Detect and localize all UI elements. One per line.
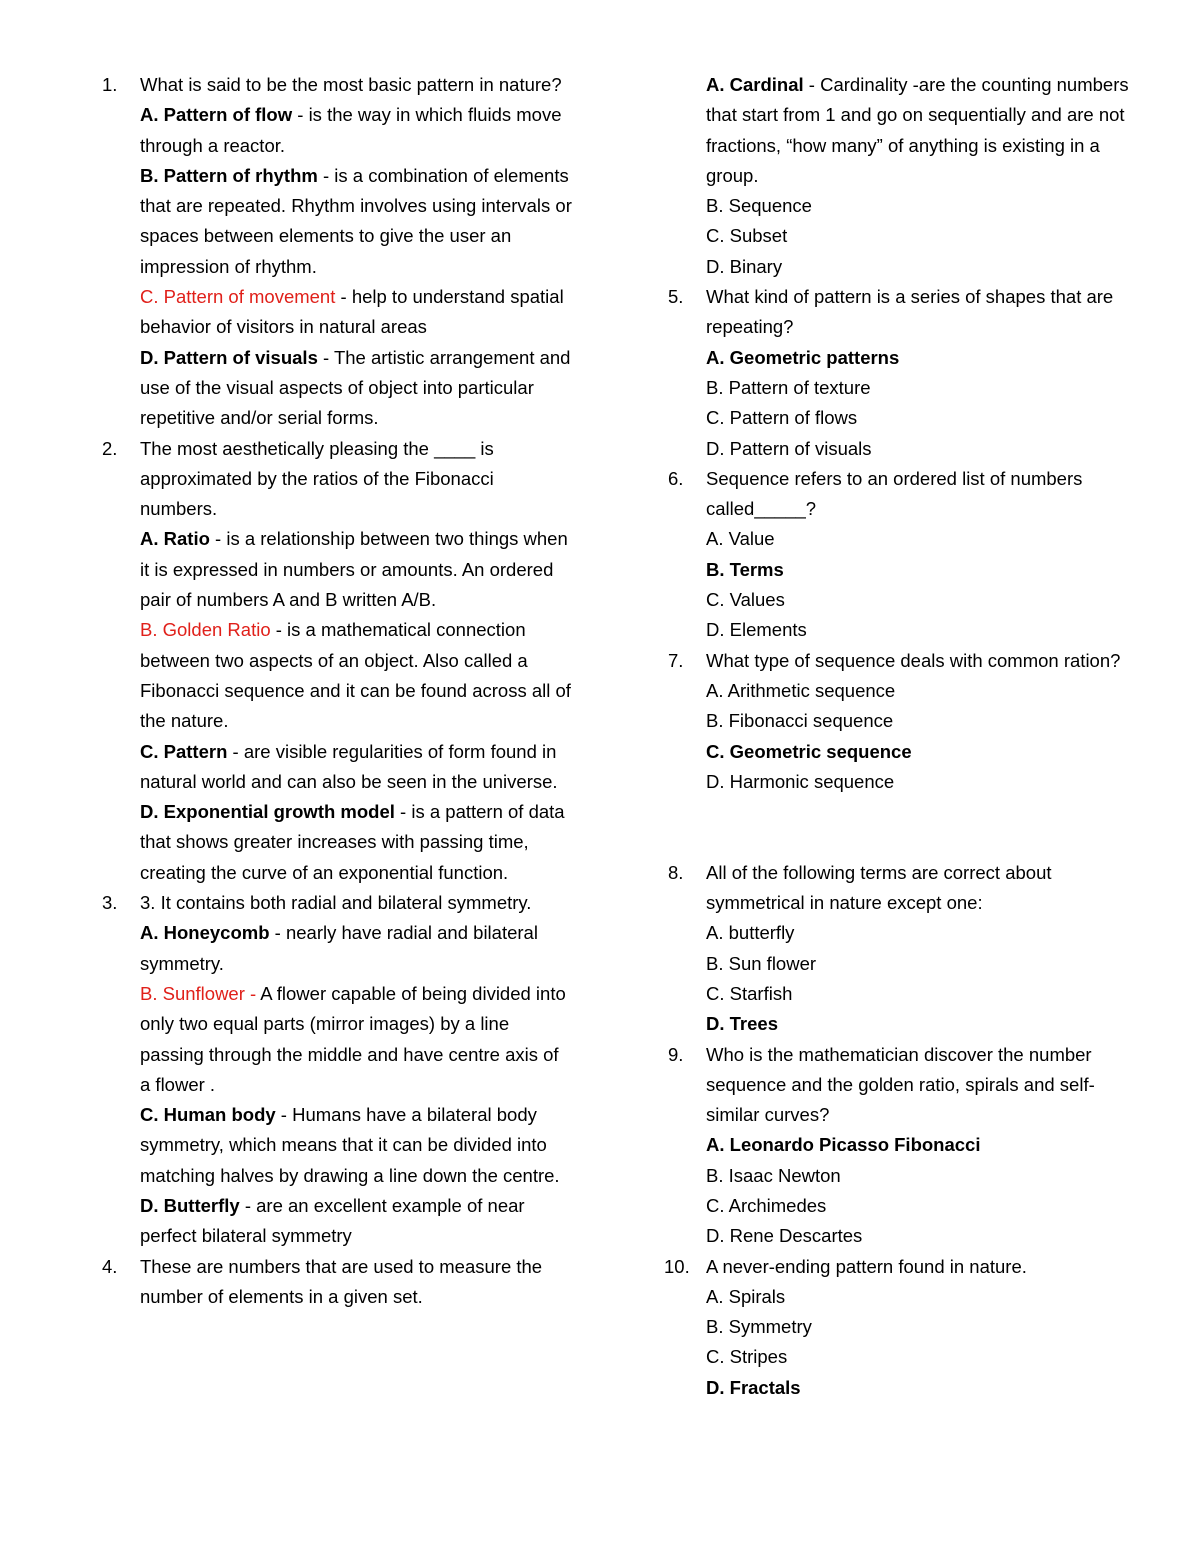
option-c bbox=[140, 1100, 572, 1191]
question-number: 6. bbox=[668, 467, 684, 489]
option-text: - Humans have a bilateral body symmetry, which means that it can be divided into matching halves by drawing a line down the centre. bbox=[140, 1104, 560, 1186]
blank-gap bbox=[668, 797, 1138, 858]
option-text: - The artistic arrangement and use of the visual aspects of object into particular repetitive and/or serial forms. bbox=[140, 346, 571, 429]
question-1 bbox=[102, 70, 572, 434]
option-d bbox=[140, 797, 572, 888]
question-7 bbox=[668, 646, 1138, 797]
option-c: C. Archimedes bbox=[706, 1194, 827, 1216]
option-text: - is a combination of elements that are repeated. Rhythm involves using intervals or spaces between elements to give the user an impression of rhythm. bbox=[140, 164, 572, 277]
question-9 bbox=[668, 1040, 1138, 1252]
option-c bbox=[140, 737, 572, 798]
option-a bbox=[140, 524, 572, 615]
option-text: - Cardinality -are the counting numbers that start from 1 and go on sequentially and are not fractions, “how many” of anything is existing in a group. bbox=[706, 74, 1129, 186]
option-a-answer bbox=[706, 70, 1138, 191]
option-b: B. Sequence bbox=[706, 195, 812, 217]
question-number: 7. bbox=[668, 649, 684, 671]
option-b: B. Fibonacci sequence bbox=[706, 710, 894, 732]
option-c: C. Starfish bbox=[706, 982, 793, 1004]
option-label: C. Pattern of movement bbox=[140, 286, 336, 308]
option-a: A. Arithmetic sequence bbox=[706, 679, 896, 701]
option-a bbox=[140, 100, 572, 161]
option-d: D. Harmonic sequence bbox=[706, 770, 895, 792]
option-a: A. Value bbox=[706, 528, 775, 550]
left-column bbox=[102, 70, 572, 1312]
option-b: B. Pattern of texture bbox=[706, 376, 871, 398]
option-b bbox=[140, 161, 572, 282]
option-b: B. Isaac Newton bbox=[706, 1164, 841, 1186]
question-10 bbox=[664, 1252, 1138, 1403]
question-number: 2. bbox=[102, 437, 118, 459]
question-text: 3. It contains both radial and bilateral symmetry. bbox=[140, 892, 532, 914]
option-a-answer: A. Geometric patterns bbox=[706, 346, 900, 368]
question-3 bbox=[102, 888, 572, 1252]
option-c-answer bbox=[140, 282, 572, 343]
option-d-answer: D. Fractals bbox=[706, 1376, 801, 1398]
option-b-answer bbox=[140, 979, 572, 1100]
option-label: A. Honeycomb bbox=[140, 922, 270, 944]
option-d: D. Elements bbox=[706, 619, 807, 641]
question-2 bbox=[102, 434, 572, 888]
option-label: A. Ratio bbox=[140, 528, 210, 550]
option-label: C. Pattern bbox=[140, 740, 228, 762]
option-b: B. Sun flower bbox=[706, 952, 817, 974]
question-text: What is said to be the most basic pattern in nature? bbox=[140, 74, 562, 95]
option-text: - is the way in which fluids move through a reactor. bbox=[140, 104, 562, 156]
question-4 bbox=[102, 1252, 572, 1313]
option-label: C. Human body bbox=[140, 1104, 276, 1126]
option-label: B. Sunflower - bbox=[140, 982, 257, 1004]
option-a bbox=[140, 918, 572, 979]
question-number: 5. bbox=[668, 286, 684, 308]
option-text: - is a mathematical connection between two aspects of an object. Also called a Fibonacci sequence and it can be found across all of the nature. bbox=[140, 619, 571, 732]
option-label: B. Pattern of rhythm bbox=[140, 164, 318, 186]
option-d-answer: D. Trees bbox=[706, 1013, 778, 1035]
option-c: C. Pattern of flows bbox=[706, 407, 858, 429]
option-a-answer: A. Leonardo Picasso Fibonacci bbox=[706, 1134, 981, 1156]
question-number: 9. bbox=[668, 1043, 684, 1065]
question-text: What kind of pattern is a series of shapes that are repeating? bbox=[706, 286, 1114, 338]
option-text: - is a relationship between two things when it is expressed in numbers or amounts. An ordered pair of numbers A and B written A/B. bbox=[140, 528, 568, 611]
option-a: A. Spirals bbox=[706, 1285, 786, 1307]
right-column bbox=[664, 70, 1138, 1403]
option-d bbox=[140, 1191, 572, 1252]
option-b-answer bbox=[140, 615, 572, 736]
option-text: - are an excellent example of near perfect bilateral symmetry bbox=[140, 1194, 525, 1247]
question-number: 4. bbox=[102, 1255, 118, 1277]
option-d: D. Rene Descartes bbox=[706, 1225, 863, 1247]
option-c: C. Stripes bbox=[706, 1346, 788, 1368]
option-c: C. Values bbox=[706, 589, 785, 611]
question-text: The most aesthetically pleasing the ____ is approximated by the ratios of the Fibonacci numbers. bbox=[140, 437, 494, 520]
question-4-options bbox=[668, 70, 1138, 282]
option-b: B. Symmetry bbox=[706, 1316, 812, 1338]
question-text: A never-ending pattern found in nature. bbox=[706, 1255, 1027, 1277]
option-d: D. Pattern of visuals bbox=[706, 437, 872, 459]
option-label: D. Butterfly bbox=[140, 1194, 240, 1216]
question-text: What type of sequence deals with common ration? bbox=[706, 649, 1121, 671]
question-6 bbox=[668, 464, 1138, 646]
question-number: 10. bbox=[664, 1255, 690, 1277]
option-text: - help to understand spatial behavior of visitors in natural areas bbox=[140, 286, 564, 338]
option-text: A flower capable of being divided into only two equal parts (mirror images) by a line passing through the middle and have centre axis of a flower . bbox=[140, 982, 566, 1095]
question-text: These are numbers that are used to measure the number of elements in a given set. bbox=[140, 1255, 543, 1307]
option-label: D. Exponential growth model bbox=[140, 801, 395, 823]
question-number: 1. bbox=[102, 74, 118, 95]
option-label: B. Golden Ratio bbox=[140, 619, 271, 641]
question-number: 3. bbox=[102, 892, 118, 914]
option-a: A. butterfly bbox=[706, 922, 795, 944]
option-text: - are visible regularities of form found in natural world and can also be seen in the universe. bbox=[140, 740, 558, 792]
option-text: - is a pattern of data that shows greater increases with passing time, creating the curve of an exponential function. bbox=[140, 801, 565, 883]
question-5 bbox=[668, 282, 1138, 464]
option-c-answer: C. Geometric sequence bbox=[706, 740, 912, 762]
question-number: 8. bbox=[668, 861, 684, 883]
option-d bbox=[140, 343, 572, 434]
option-b-answer: B. Terms bbox=[706, 558, 784, 580]
question-8 bbox=[668, 858, 1138, 1040]
option-label: A. Cardinal bbox=[706, 74, 804, 95]
question-text: Who is the mathematician discover the number sequence and the golden ratio, spirals and self-similar curves? bbox=[706, 1043, 1095, 1126]
option-text: - nearly have radial and bilateral symmetry. bbox=[140, 922, 538, 974]
option-c: C. Subset bbox=[706, 225, 788, 247]
option-label: A. Pattern of flow bbox=[140, 104, 293, 126]
option-label: D. Pattern of visuals bbox=[140, 346, 318, 368]
question-text: Sequence refers to an ordered list of numbers called_____? bbox=[706, 467, 1083, 520]
option-d: D. Binary bbox=[706, 255, 783, 277]
question-text: All of the following terms are correct about symmetrical in nature except one: bbox=[706, 861, 1052, 914]
